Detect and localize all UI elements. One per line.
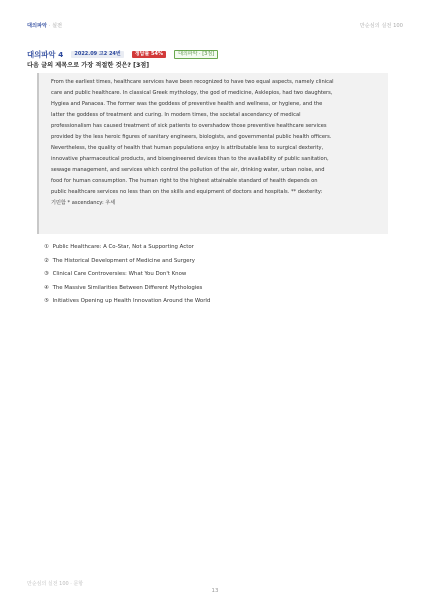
option-text: Public Healthcare: A Co-Star, Not a Supporting Actor [52,244,194,250]
option-text: Initiatives Opening up Health Innovation Around the World [52,298,211,304]
passage-line: 기민함 * ascendancy: 우세 [51,200,116,206]
passage-line: From the earliest times, healthcare services have been recognized to have two equal aspects, namely clinical [51,79,334,85]
passage-line: food for human consumption. The human right to the highest attainable standard of health depends on [51,178,318,184]
passage-line: public healthcare services no less than on the skills and equipment of doctors and hospitals. ** dexterity: [51,189,323,195]
answer-option-1[interactable] [44,244,210,258]
answer-options [44,244,210,312]
date-badge: 2022.09 고2 24번 [71,51,123,58]
option-number: ② [44,257,49,264]
header-subtitle: 실전 [52,23,63,29]
page-number: 13 [211,588,219,594]
answer-option-3[interactable] [44,271,210,285]
passage-line: innovative pharmaceutical products, and bioengineered devices than to the availability of public sanitation, [51,156,329,162]
option-text: The Massive Similarities Between Different Mythologies [52,284,203,291]
header-separator: · [48,23,51,29]
page-header [27,22,403,32]
option-number: ① [44,244,49,250]
passage-line: professionalism has caused treatment of sick patients to overshadow those preventive healthcare services [51,123,327,129]
passage-line: Hygiea and Panacea. The former was the goddess of preventive health and wellness, or hygiene, and the [51,101,323,107]
option-text: Clinical Care Controversies: What You Don't Know [52,271,187,277]
category-badge: 대의파악 · [3점] [174,50,218,59]
passage-line: Nevertheless, the quality of health that human populations enjoy is attributable less to surgical dexterity, [51,145,324,151]
answer-option-4[interactable] [44,285,210,299]
option-number: ③ [44,271,49,277]
question-prompt: 다음 글의 제목으로 가장 적절한 것은? [3점] [27,62,150,69]
passage-line: care and public healthcare. In classical Greek mythology, the god of medicine, Asklepios, had two daughters, [51,90,333,96]
header-brand: 대의파악 [27,23,48,29]
question-label: 대의파악 4 [27,50,64,59]
footer-title: 만순심의 실전 100 · 문항 [27,581,84,587]
passage-line: latter the goddess of treatment and curing. In modern times, the societal ascendancy of medical [51,112,301,118]
passage-line: sewage management, and services which control the pollution of the air, drinking water, urban noise, and [51,167,325,173]
option-text: The Historical Development of Medicine and Surgery [52,257,195,264]
passage-line: provided by the less heroic figures of sanitary engineers, biologists, and governmental public health officers. [51,134,332,140]
option-number: ④ [44,284,49,291]
answer-option-2[interactable] [44,258,210,272]
question-heading [27,44,407,59]
header-right-title: 만순심의 실전 100 [359,23,403,29]
passage-box [37,73,388,234]
correct-rate-badge: 정답률 54% [132,51,166,58]
answer-option-5[interactable] [44,298,210,312]
option-number: ⑤ [44,298,49,304]
header-left [27,22,62,29]
